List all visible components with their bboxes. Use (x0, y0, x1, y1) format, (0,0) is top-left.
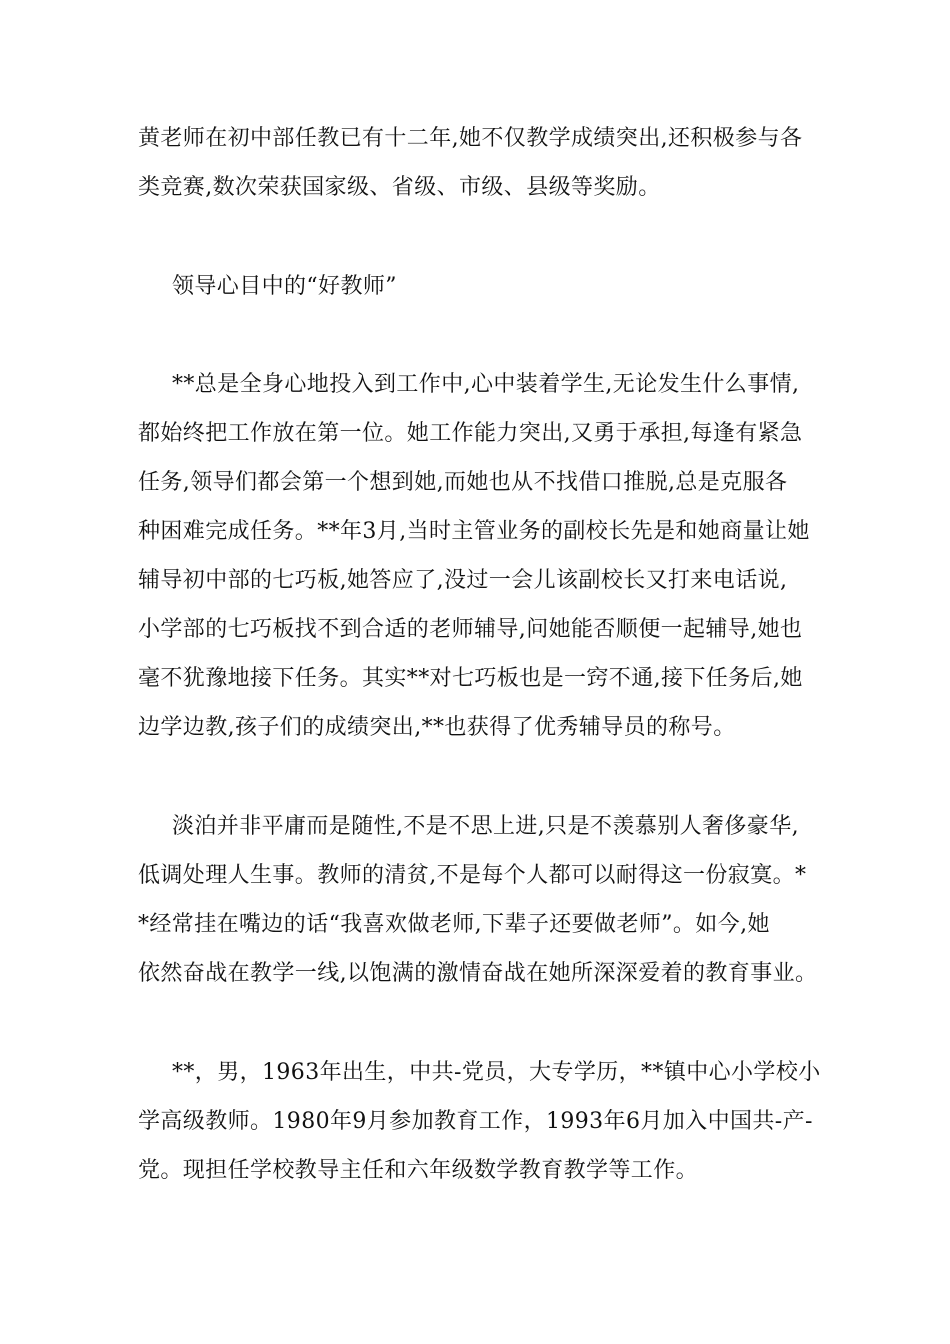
paragraph-line: 小学部的七巧板找不到合适的老师辅导,问她能否顺便一起辅导,她也 (138, 617, 803, 642)
paragraph-line: 边学边教,孩子们的成绩突出,**也获得了优秀辅导员的称号。 (138, 715, 736, 740)
paragraph-line: 种困难完成任务。**年3月,当时主管业务的副校长先是和她商量让她 (138, 519, 810, 544)
paragraph-line: 淡泊并非平庸而是随性,不是不思上进,只是不羡慕别人奢侈豪华, (172, 814, 799, 839)
paragraph-line: **，男，1963年出生，中共-党员，大专学历，**镇中心小学校小 (172, 1060, 821, 1085)
paragraph-line: *经常挂在嘴边的话“我喜欢做老师,下辈子还要做老师”。如今,她 (138, 912, 770, 937)
paragraph-line: **总是全身心地投入到工作中,心中装着学生,无论发生什么事情, (172, 372, 800, 397)
paragraph-line: 辅导初中部的七巧板,她答应了,没过一会儿该副校长又打来电话说, (138, 568, 788, 593)
section-heading: 领导心目中的“好教师” (172, 274, 397, 299)
paragraph-line: 学高级教师。1980年9月参加教育工作，1993年6月加入中国共-产- (138, 1109, 813, 1134)
paragraph-line: 毫不犹豫地接下任务。其实**对七巧板也是一窍不通,接下任务后,她 (138, 666, 803, 691)
paragraph-line: 任务,领导们都会第一个想到她,而她也从不找借口推脱,总是克服各 (138, 470, 788, 495)
paragraph-line: 类竞赛,数次荣获国家级、省级、市级、县级等奖励。 (138, 175, 661, 200)
paragraph-line: 依然奋战在教学一线,以饱满的激情奋战在她所深深爱着的教育事业。 (138, 961, 818, 986)
paragraph-line: 党。现担任学校教导主任和六年级数学教育教学等工作。 (138, 1158, 699, 1183)
paragraph-line: 黄老师在初中部任教已有十二年,她不仅教学成绩突出,还积极参与各 (138, 126, 803, 151)
paragraph-line: 都始终把工作放在第一位。她工作能力突出,又勇于承担,每逢有紧急 (138, 421, 803, 446)
paragraph-line: 低调处理人生事。教师的清贫,不是每个人都可以耐得这一份寂寞。* (138, 863, 807, 888)
